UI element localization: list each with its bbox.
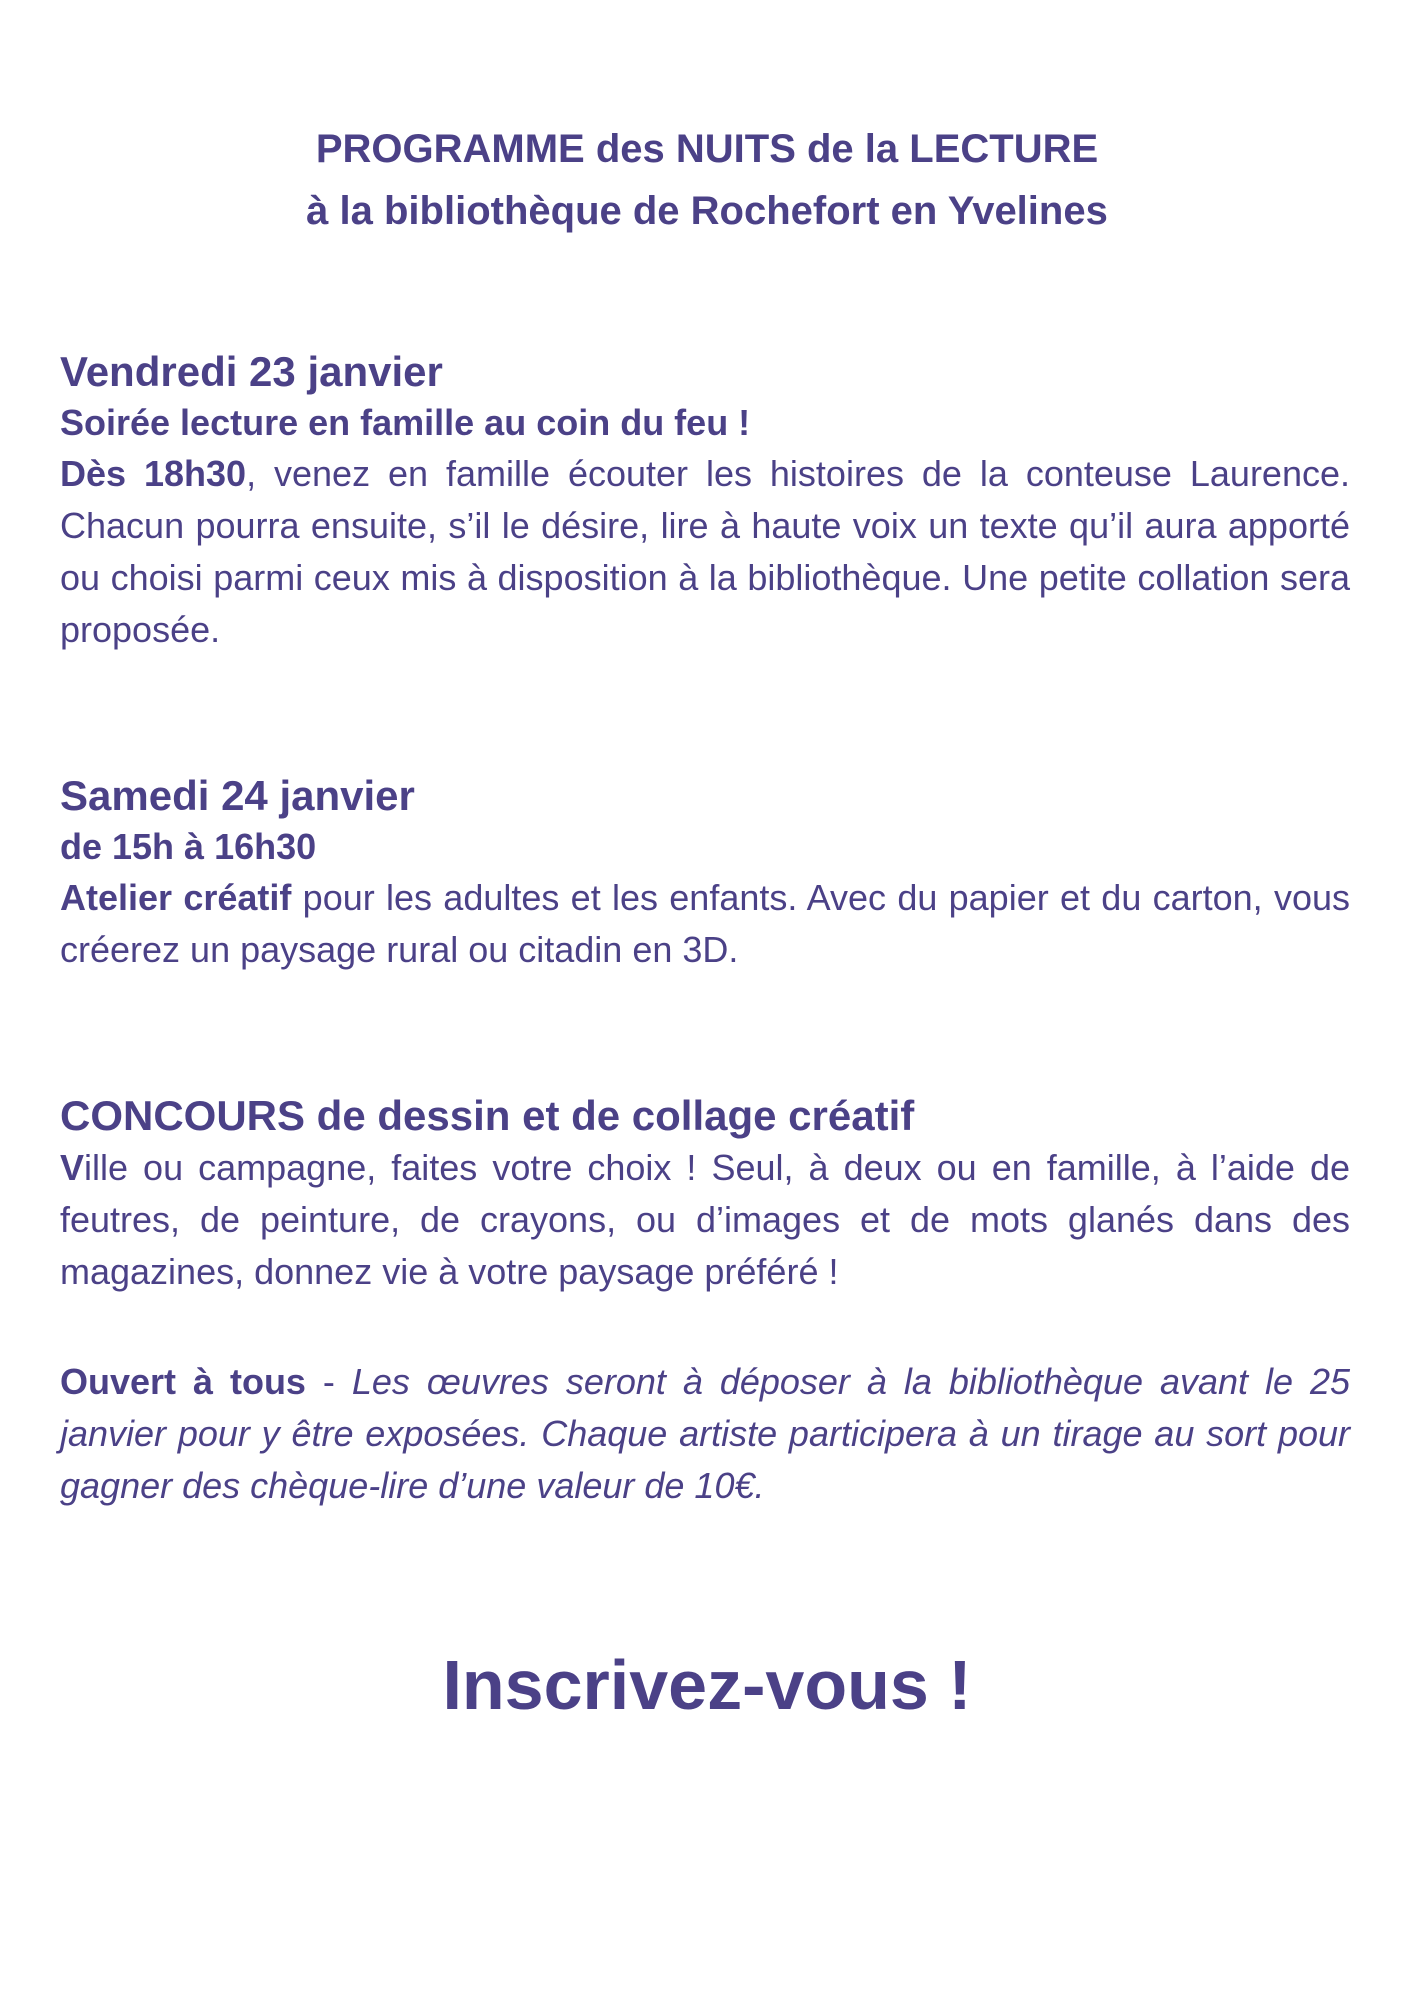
- contest-description: [60, 1142, 1350, 1298]
- contest-text: ille ou campagne, faites votre choix ! Seul, à deux ou en famille, à l’aide de feutres, de peinture, de crayons, ou d’images et de mots glanés dans des magazines, donnez vie à votre paysage préféré !: [60, 1147, 1350, 1292]
- contest-rules-section: [60, 1356, 1350, 1512]
- contest-title: CONCOURS de dessin et de collage créatif: [60, 1092, 915, 1139]
- friday-text: , venez en famille écouter les histoires de la conteuse Laurence. Chacun pourra ensuite, s’il le désire, lire à haute voix un texte qu’il aura apporté ou choisi parmi ceux mis à disposition à la bibliothèque. Une petite collation sera proposée.: [60, 453, 1351, 650]
- contest-section: [60, 1090, 1350, 1298]
- saturday-time: de 15h à 16h30: [60, 826, 317, 867]
- saturday-day-heading: Samedi 24 janvier: [60, 772, 415, 819]
- header-title-line: PROGRAMME des NUITS de la LECTURE: [315, 127, 1099, 171]
- contest-rules: [60, 1356, 1350, 1512]
- program-header: [0, 118, 1414, 242]
- header-subtitle-line: à la bibliothèque de Rochefort en Yvelines: [306, 189, 1108, 233]
- rules-text: Les œuvres seront à déposer à la bibliothèque avant le 25 janvier pour y être exposées. Chaque artiste participera à un tirage au sort pour gagner des chèque-lire d’une valeur de 10€.: [60, 1361, 1350, 1506]
- saturday-activity: Atelier créatif: [60, 877, 292, 918]
- saturday-text: pour les adultes et les enfants. Avec du papier et du carton, vous créerez un paysage rural ou citadin en 3D.: [60, 877, 1350, 970]
- signup-call-to-action: Inscrivez-vous !: [442, 1646, 972, 1724]
- friday-section: [60, 346, 1350, 656]
- friday-time: Dès 18h30: [60, 453, 247, 494]
- open-to-all: Ouvert à tous: [60, 1361, 306, 1402]
- rules-separator: -: [305, 1361, 352, 1402]
- friday-event-title: Soirée lecture en famille au coin du feu !: [60, 402, 751, 443]
- contest-first-letter: V: [60, 1147, 85, 1188]
- friday-description: [60, 448, 1350, 656]
- saturday-description: [60, 872, 1350, 976]
- saturday-section: [60, 770, 1350, 976]
- friday-day-heading: Vendredi 23 janvier: [60, 348, 443, 395]
